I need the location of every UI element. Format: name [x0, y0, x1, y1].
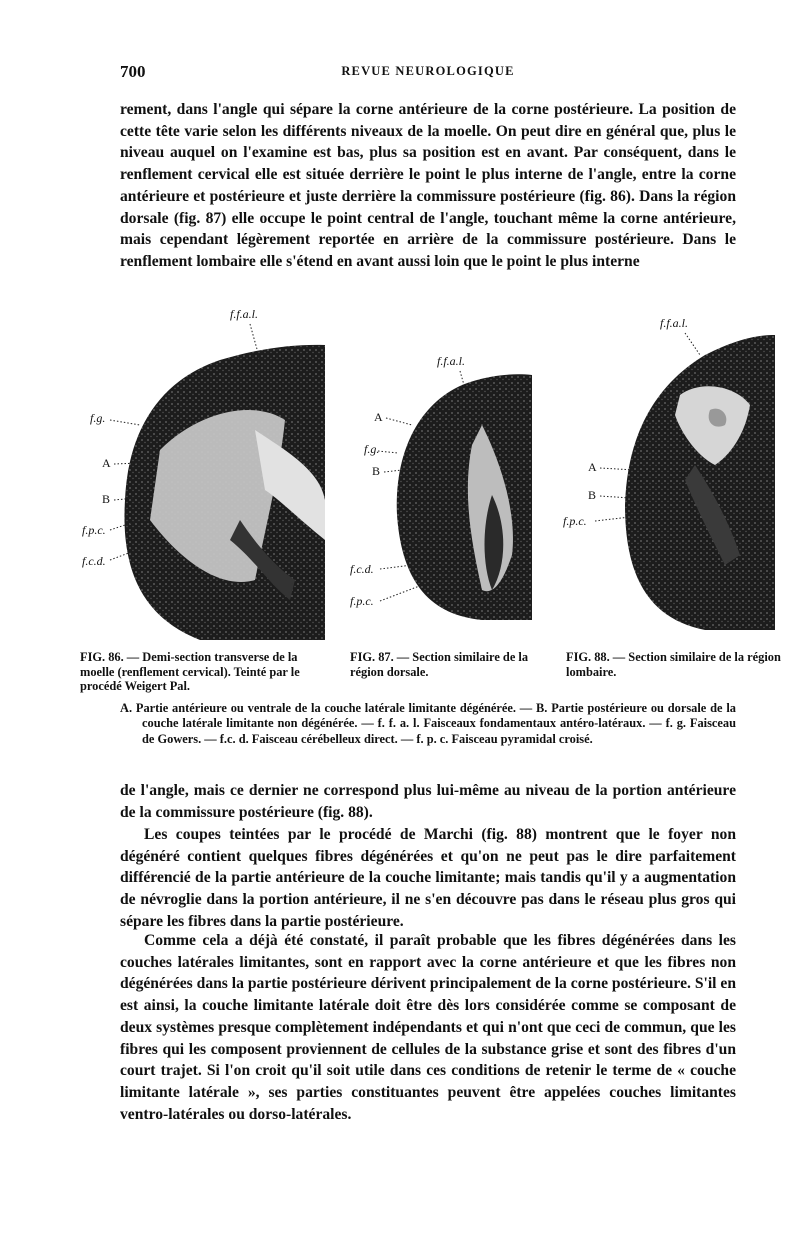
fig88-label-fpc: f.p.c.: [563, 514, 587, 528]
figure-88-image: [555, 305, 780, 640]
fig88-label-ffal: f.f.a.l.: [660, 316, 689, 330]
figure-86: [80, 300, 340, 645]
figure-86-caption: FIG. 86. — Demi-section transverse de la moelle (renflement cervical). Teinté par le procédé Weigert Pal.: [80, 650, 300, 693]
fig87-label-b: B: [372, 464, 381, 478]
figure-88-caption: FIG. 88. — Section similaire de la région lombaire.: [566, 650, 781, 679]
figure-87: [342, 345, 542, 645]
fig87-label-fcd: f.c.d.: [350, 562, 374, 576]
paragraph-2: de l'angle, mais ce dernier ne correspond plus lui-même au niveau de la portion antérieure de la commissure postérieure (fig. 88).: [120, 782, 736, 821]
figure-88: [555, 305, 780, 640]
fig86-label-fcd: f.c.d.: [82, 554, 106, 568]
page-number: 700: [120, 62, 146, 81]
figure-87-image: [342, 345, 542, 645]
fig86-label-b: B: [102, 492, 111, 506]
figure-legend-text: A. Partie antérieure ou ventrale de la couche latérale limitante dégénérée. — B. Partie postérieure ou dorsale de la couche latérale limitante non dégénérée. — f. f. a. l. Faisceaux fondamentaux antéro-latéraux. — f. g. Faisceau de Gowers. — f.c. d. Faisceau cérébelleux direct. — f. p. c. Faisceau pyramidal croisé.: [120, 701, 736, 746]
fig87-label-fpc: f.p.c.: [350, 594, 374, 608]
fig86-label-ffal: f.f.a.l.: [230, 307, 259, 321]
paragraph-1: rement, dans l'angle qui sépare la corne antérieure de la corne postérieure. La position de cette tête varie selon les différents niveaux de la moelle. On peut dire en général que, plus le niveau auquel on l'examine est bas, plus sa position est en avant. Par conséquent, dans le renflement cervical elle est située derrière le point le plus interne de l'angle, entre la corne antérieure et postérieure et juste derrière la commissure postérieure (fig. 86). Dans la région dorsale (fig. 87) elle occupe le point central de l'angle, touchant même la corne antérieure, mais cependant légèrement reportée en arrière de la commissure postérieure. Dans le renflement lombaire elle s'étend en avant aussi loin que le point le plus interne: [120, 101, 736, 270]
figure-87-caption: FIG. 87. — Section similaire de la région dorsale.: [350, 650, 529, 679]
figure-86-image: [80, 300, 340, 645]
fig87-label-fg: f.g.: [364, 442, 380, 456]
fig86-label-fpc: f.p.c.: [82, 523, 106, 537]
fig87-label-a: A: [374, 410, 383, 424]
fig86-label-a: A: [102, 456, 111, 470]
paragraph-4: Comme cela a déjà été constaté, il paraît probable que les fibres dégénérées dans les couches latérales limitantes, sont en rapport avec la corne antérieure et que les fibres non dégénérées dans la partie postérieure dérivent principalement de la corne postérieure. S'il en est ainsi, la couche limitante latérale doit être dès lors considérée comme se composant de deux systèmes presque complètement indépendants et qui n'ont que ceci de commun, que les fibres qui les composent proviennent de cellules de la substance grise et sont des fibres d'un court trajet. Si l'on croit qu'il soit utile dans ces conditions de retenir le terme de « couche limitante latérale », ses parties constituantes peuvent être appelées couches limitantes ventro-latérales ou dorso-latérales.: [120, 932, 736, 1123]
fig88-label-a: A: [588, 460, 597, 474]
paragraph-3: Les coupes teintées par le procédé de Marchi (fig. 88) montrent que le foyer non dégénéré contient quelques fibres dégénérées et qu'on ne peut pas le dire parfaitement différencié de la partie antérieure de la couche limitante; mais tandis qu'il y a augmentation de névroglie dans la portion antérieure, il ne s'en découvre pas dans le réseau plus gros qui sépare les fibres dans la partie postérieure.: [120, 826, 736, 930]
fig88-label-b: B: [588, 488, 597, 502]
figure-legend: [120, 701, 736, 747]
fig86-label-fg: f.g.: [90, 411, 106, 425]
page-header: [120, 62, 736, 86]
running-title: REVUE NEUROLOGIQUE: [341, 64, 515, 78]
fig87-label-ffal: f.f.a.l.: [437, 354, 466, 368]
